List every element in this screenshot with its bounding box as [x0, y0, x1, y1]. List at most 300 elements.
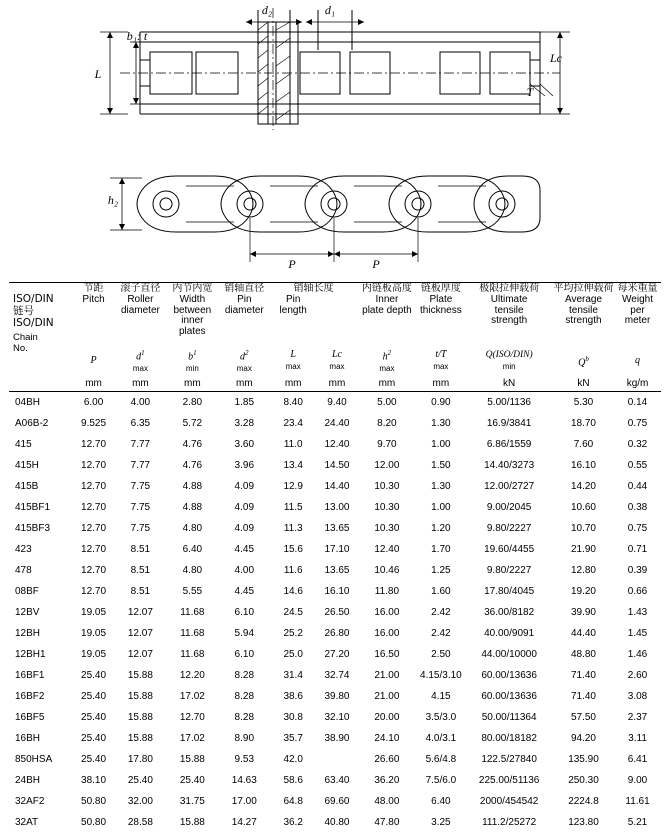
table-cell: 40.80 [324, 817, 350, 829]
header-unit-1: mm [132, 377, 149, 389]
table-row [9, 728, 661, 749]
table-cell: 14.63 [231, 775, 257, 787]
table-cell: 12.70 [179, 712, 205, 724]
dim-label-L: L [94, 67, 102, 81]
header-en-10: Weight per meter [622, 294, 653, 326]
table-cell: 4.09 [234, 502, 255, 514]
table-row [9, 707, 661, 728]
header-en-8: Ultimate tensile strength [490, 294, 528, 326]
table-cell: 10.30 [374, 481, 400, 493]
table-cell: 2000/454542 [479, 796, 539, 808]
table-cell: 11.68 [180, 649, 205, 661]
table-cell: 2.37 [627, 712, 648, 724]
table-cell: 6.40 [182, 544, 203, 556]
table-cell: 3.11 [628, 733, 647, 745]
table-cell: 25.40 [81, 670, 107, 682]
table-cell: 14.27 [231, 817, 257, 829]
header-model-en2: No. [13, 342, 28, 354]
table-cell: 17.80 [127, 754, 153, 766]
table-cell: 1.60 [431, 586, 451, 598]
header-unit-6: mm [378, 377, 396, 389]
table-cell: 12.20 [179, 670, 205, 682]
table-cell: 48.80 [570, 649, 596, 661]
header-cn-7: 链板厚度 [416, 283, 465, 296]
table-cell: 18.70 [570, 418, 596, 430]
table-cell: 9.00 [627, 775, 648, 787]
table-cell: 7.75 [130, 502, 151, 514]
table-cell: 14.50 [324, 460, 350, 472]
table-cell: 12.9 [283, 481, 303, 493]
table-cell: 60.00/13636 [481, 670, 537, 682]
table-cell: 50.80 [81, 796, 107, 808]
header-en-0: Pitch [82, 294, 105, 305]
header-sym-9: $Q^b$ [578, 355, 589, 369]
table-cell: 64.8 [283, 796, 303, 808]
table-cell: 4.76 [182, 460, 203, 472]
table-cell: 4.45 [234, 586, 255, 598]
table-cell: 19.05 [81, 649, 107, 661]
header-en-7: Plate thickness [420, 294, 462, 316]
table-cell: 21.00 [374, 670, 400, 682]
header-cn-0: 节距 [72, 283, 115, 296]
table-cell: 12.70 [81, 439, 107, 451]
header-unit-8: kN [503, 377, 516, 389]
table-cell: 17.80/4045 [484, 586, 535, 598]
header-en-3: Pin diameter [224, 294, 264, 316]
table-cell: 26.80 [324, 628, 350, 640]
table-cell: 38.10 [81, 775, 107, 787]
table-cell: 3.25 [431, 817, 451, 829]
header-model-cell [9, 283, 72, 392]
table-cell: 15.88 [179, 817, 205, 829]
header-row-english [9, 295, 661, 347]
cell-chain-no: 08BF [15, 586, 39, 598]
table-cell: 16.10 [570, 460, 596, 472]
table-cell: 0.66 [627, 586, 648, 598]
table-cell: 24.40 [324, 418, 350, 430]
header-model-cn2: 链号 [13, 305, 34, 317]
table-row [9, 602, 661, 623]
header-cn-8: 极限拉伸载荷 [465, 283, 553, 296]
dim-label-Lc: Lc [550, 51, 562, 65]
table-cell: 225.00/51136 [478, 775, 540, 787]
table-cell: 8.28 [234, 712, 255, 724]
table-cell: 0.55 [627, 460, 648, 472]
table-cell: 5.55 [182, 586, 203, 598]
table-cell: 14.40/3273 [484, 460, 535, 472]
header-cn-6: 内链板高度 [357, 283, 416, 296]
table-cell: 9.80/2227 [486, 523, 532, 535]
table-cell: 10.70 [570, 523, 596, 535]
table-cell: 1.00 [431, 439, 451, 451]
table-cell: 1.30 [431, 481, 451, 493]
header-sym-8: Q(ISO/DIN) min [485, 350, 533, 372]
table-cell: 16.00 [374, 607, 400, 619]
table-row [9, 749, 661, 770]
table-cell: 19.60/4455 [484, 544, 535, 556]
dim-label-T: T [526, 85, 534, 99]
table-cell: 4.88 [182, 502, 203, 514]
table-cell: 50.00/11364 [481, 712, 537, 724]
table-cell: 0.75 [627, 523, 648, 535]
table-cell: 12.70 [81, 502, 107, 514]
table-cell: 12.70 [81, 544, 107, 556]
header-unit-4: mm [284, 377, 302, 389]
table-cell: 4.09 [234, 523, 255, 535]
table-cell: 4.45 [234, 544, 255, 556]
table-cell: 11.6 [283, 565, 303, 577]
header-unit-2: mm [184, 377, 201, 389]
header-sym-0: P [90, 355, 97, 367]
header-row-units [9, 375, 661, 392]
table-row [9, 413, 661, 434]
table-cell: 1.25 [431, 565, 451, 577]
table-cell: 1.30 [431, 418, 451, 430]
table-cell: 9.53 [234, 754, 255, 766]
cell-chain-no: 16BF1 [15, 670, 45, 682]
table-cell: 39.90 [570, 607, 596, 619]
cell-chain-no: 16BH [15, 733, 41, 745]
table-cell: 5.30 [573, 397, 594, 409]
table-cell: 13.65 [324, 565, 350, 577]
table-cell: 135.90 [568, 754, 599, 766]
table-cell: 0.14 [627, 397, 648, 409]
table-cell: 12.70 [81, 523, 107, 535]
table-cell: 8.90 [234, 733, 255, 745]
chain-specification-table [9, 282, 661, 833]
table-cell: 12.70 [81, 481, 107, 493]
cell-chain-no: 16BF5 [15, 712, 45, 724]
header-en-2: Width between inner plates [173, 294, 212, 337]
table-cell: 6.41 [627, 754, 648, 766]
table-cell: 19.05 [81, 628, 107, 640]
table-row [9, 455, 661, 476]
header-cn-1: 滚子直径 [115, 283, 166, 296]
table-cell: 44.40 [570, 628, 596, 640]
table-cell: 9.40 [327, 397, 347, 409]
table-cell: 39.80 [324, 691, 350, 703]
table-row [9, 665, 661, 686]
table-cell: 111.2/25272 [482, 817, 537, 829]
table-cell: 7.75 [130, 523, 151, 535]
table-cell: 10.60 [570, 502, 596, 514]
table-cell: 5.94 [234, 628, 255, 640]
cell-chain-no: 423 [15, 544, 32, 556]
dim-label-P-1: P [288, 257, 296, 271]
table-cell: 122.5/27840 [481, 754, 537, 766]
table-cell: 12.00 [374, 460, 400, 472]
table-cell: 4.15/3.10 [420, 670, 462, 682]
header-row-symbols [9, 347, 661, 375]
table-cell: 16.00 [374, 628, 400, 640]
table-cell: 12.00/2727 [484, 481, 535, 493]
table-cell: 9.70 [377, 439, 397, 451]
table-cell: 60.00/13636 [481, 691, 537, 703]
table-cell: 8.40 [283, 397, 303, 409]
table-cell: 2.80 [182, 397, 203, 409]
table-cell: 8.51 [130, 544, 151, 556]
table-cell: 30.8 [283, 712, 303, 724]
cell-chain-no: 32AF2 [15, 796, 45, 808]
table-cell: 11.80 [374, 586, 400, 598]
header-en-9: Average tensile strength [564, 294, 603, 326]
header-sym-3: $d^2$ max [236, 349, 252, 374]
table-cell: 0.38 [627, 502, 648, 514]
table-row [9, 644, 661, 665]
table-cell: 4.09 [234, 481, 255, 493]
table-cell: 25.40 [81, 754, 107, 766]
table-row [9, 539, 661, 560]
header-sym-1: $d^1$ max [132, 349, 148, 374]
table-cell: 32.74 [324, 670, 350, 682]
cell-chain-no: 415BF1 [15, 502, 51, 514]
table-cell: 32.10 [324, 712, 350, 724]
table-cell: 11.0 [283, 439, 303, 451]
table-cell: 2.50 [431, 649, 451, 661]
table-cell: 0.44 [627, 481, 648, 493]
table-cell: 1.50 [431, 460, 451, 472]
cell-chain-no: 12BV [15, 607, 40, 619]
table-cell: 36.2 [283, 817, 303, 829]
table-cell: 28.58 [127, 817, 153, 829]
cell-chain-no: 415B [15, 481, 39, 493]
table-cell: 1.00 [431, 502, 451, 514]
cell-chain-no: 415H [15, 460, 39, 472]
table-cell: 57.50 [570, 712, 596, 724]
table-cell: 19.05 [81, 607, 107, 619]
table-cell: 0.32 [627, 439, 648, 451]
table-cell: 5.00 [377, 397, 397, 409]
table-cell [317, 749, 358, 770]
table-cell: 0.71 [627, 544, 648, 556]
table-cell: 15.88 [127, 733, 153, 745]
table-cell: 4.00 [130, 397, 151, 409]
table-cell: 25.2 [283, 628, 303, 640]
table-cell: 17.02 [179, 691, 205, 703]
table-cell: 7.77 [130, 460, 151, 472]
table-cell: 17.10 [324, 544, 350, 556]
table-cell: 10.30 [374, 523, 400, 535]
table-row [9, 434, 661, 455]
table-cell: 4.88 [182, 481, 203, 493]
table-cell: 32.00 [127, 796, 153, 808]
table-cell: 25.0 [283, 649, 303, 661]
table-cell: 31.4 [283, 670, 303, 682]
table-cell: 8.20 [377, 418, 397, 430]
table-cell: 12.80 [570, 565, 596, 577]
table-cell: 12.70 [81, 586, 107, 598]
table-cell: 0.75 [627, 418, 648, 430]
table-cell: 15.6 [283, 544, 303, 556]
chain-technical-drawing [0, 0, 670, 282]
table-cell: 8.28 [234, 670, 255, 682]
cell-chain-no: 415BF3 [15, 523, 51, 535]
table-cell: 12.07 [127, 649, 153, 661]
table-row [9, 497, 661, 518]
cell-chain-no: 478 [15, 565, 32, 577]
header-sym-5: Lc max [329, 349, 345, 372]
table-cell: 21.00 [374, 691, 400, 703]
table-cell: 42.0 [283, 754, 303, 766]
table-cell: 13.00 [324, 502, 350, 514]
table-cell: 27.20 [324, 649, 350, 661]
table-row [9, 392, 661, 414]
table-cell: 80.00/18182 [481, 733, 537, 745]
table-cell: 6.10 [234, 607, 255, 619]
table-cell: 3.08 [627, 691, 648, 703]
table-cell: 40.00/9091 [484, 628, 535, 640]
table-cell: 1.46 [627, 649, 648, 661]
cell-chain-no: 12BH1 [15, 649, 46, 661]
table-cell: 12.07 [127, 628, 153, 640]
table-cell: 15.88 [127, 712, 153, 724]
header-sym-7: t/T max [433, 349, 449, 372]
table-cell: 20.00 [374, 712, 400, 724]
table-cell: 63.40 [324, 775, 350, 787]
cell-chain-no: 850HSA [15, 754, 53, 766]
table-row [9, 476, 661, 497]
table-cell: 6.10 [234, 649, 255, 661]
table-cell: 3.60 [234, 439, 255, 451]
table-cell: 47.80 [374, 817, 400, 829]
table-row [9, 812, 661, 833]
table-cell: 44.00/10000 [481, 649, 537, 661]
dim-label-P-2: P [372, 257, 380, 271]
table-cell: 6.00 [83, 397, 104, 409]
table-cell: 12.70 [81, 460, 107, 472]
table-cell: 11.61 [625, 796, 650, 808]
table-cell: 4.15 [431, 691, 451, 703]
dim-label-b1t: b₁: t [126, 29, 148, 43]
table-header [9, 283, 661, 392]
table-cell: 3.96 [234, 460, 255, 472]
table-cell: 9.525 [81, 418, 107, 430]
table-cell: 12.40 [374, 544, 400, 556]
table-row [9, 581, 661, 602]
table-cell: 5.72 [182, 418, 203, 430]
table-cell: 14.40 [324, 481, 350, 493]
dim-label-h2: h₂ [107, 193, 119, 207]
table-cell: 4.80 [182, 523, 203, 535]
table-cell: 50.80 [81, 817, 107, 829]
table-cell: 17.00 [231, 796, 257, 808]
table-cell: 15.88 [179, 754, 205, 766]
table-cell: 25.40 [127, 775, 153, 787]
table-cell: 7.75 [130, 481, 151, 493]
table-cell: 12.70 [81, 565, 107, 577]
table-cell: 71.40 [570, 670, 596, 682]
table-cell: 4.0/3.1 [425, 733, 457, 745]
cell-chain-no: 12BH [15, 628, 41, 640]
table-cell: 19.20 [570, 586, 596, 598]
table-cell: 6.40 [431, 796, 451, 808]
table-cell: 11.68 [180, 607, 205, 619]
table-cell: 26.60 [374, 754, 400, 766]
table-cell: 24.10 [374, 733, 400, 745]
dim-label-d2: d₂ [261, 3, 273, 17]
header-model-cn1: ISO/DIN [13, 293, 54, 305]
table-cell: 7.60 [573, 439, 594, 451]
table-cell: 15.88 [127, 670, 153, 682]
table-cell: 250.30 [568, 775, 599, 787]
table-cell: 1.20 [431, 523, 451, 535]
header-en-6: Inner plate depth [362, 294, 412, 316]
table-cell: 13.65 [324, 523, 350, 535]
table-cell: 38.6 [283, 691, 303, 703]
table-cell: 2.42 [431, 628, 451, 640]
table-cell: 0.90 [431, 397, 451, 409]
header-en-1: Roller diameter [120, 294, 160, 316]
cell-chain-no: 415 [15, 439, 32, 451]
table-body [9, 392, 661, 834]
table-cell: 16.9/3841 [486, 418, 532, 430]
header-unit-9: kN [577, 377, 590, 389]
table-cell: 11.3 [283, 523, 303, 535]
table-cell: 7.77 [130, 439, 151, 451]
table-cell: 31.75 [179, 796, 205, 808]
table-cell: 16.50 [374, 649, 400, 661]
header-cn-10: 每米重量 [614, 283, 661, 296]
table-cell: 1.85 [234, 397, 255, 409]
table-row [9, 518, 661, 539]
table-cell: 10.30 [374, 502, 400, 514]
header-en-5 [317, 295, 358, 306]
header-unit-5: mm [328, 377, 346, 389]
table-cell: 25.40 [81, 691, 107, 703]
table-cell: 1.43 [627, 607, 648, 619]
table-cell: 35.7 [283, 733, 303, 745]
table-cell: 6.35 [130, 418, 151, 430]
table-cell: 6.86/1559 [486, 439, 532, 451]
table-cell: 14.20 [570, 481, 596, 493]
table-cell: 9.00/2045 [486, 502, 532, 514]
header-cn-2: 内节内宽 [166, 283, 219, 296]
table-cell: 4.76 [182, 439, 203, 451]
table-cell: 38.90 [324, 733, 350, 745]
table-cell: 123.80 [568, 817, 599, 829]
table-cell: 58.6 [283, 775, 303, 787]
header-unit-7: mm [432, 377, 450, 389]
table-cell: 12.07 [127, 607, 153, 619]
table-row [9, 686, 661, 707]
table-cell: 14.6 [283, 586, 303, 598]
header-model-cn3: ISO/DIN [13, 317, 54, 329]
table-cell: 15.88 [127, 691, 153, 703]
table-cell: 8.51 [130, 565, 151, 577]
table-cell: 48.00 [374, 796, 400, 808]
table-cell: 36.20 [374, 775, 400, 787]
table-cell: 8.51 [130, 586, 151, 598]
table-cell: 71.40 [570, 691, 596, 703]
header-unit-3: mm [235, 377, 253, 389]
table-row [9, 623, 661, 644]
header-sym-4: L max [285, 349, 301, 372]
table-cell: 4.80 [182, 565, 203, 577]
table-cell: 2.60 [627, 670, 648, 682]
header-sym-10: q [635, 355, 641, 367]
table-cell: 5.21 [627, 817, 648, 829]
table-cell: 3.5/3.0 [425, 712, 457, 724]
table-cell: 9.80/2227 [486, 565, 532, 577]
table-cell: 26.50 [324, 607, 350, 619]
header-row-chinese [9, 283, 661, 296]
header-cn-9: 平均拉伸载荷 [553, 283, 614, 294]
table-cell: 13.4 [283, 460, 303, 472]
header-model-en1: Chain [13, 332, 38, 343]
header-en-4: Pin length [279, 294, 307, 316]
table-cell: 0.39 [627, 565, 648, 577]
table-cell: 3.28 [234, 418, 255, 430]
